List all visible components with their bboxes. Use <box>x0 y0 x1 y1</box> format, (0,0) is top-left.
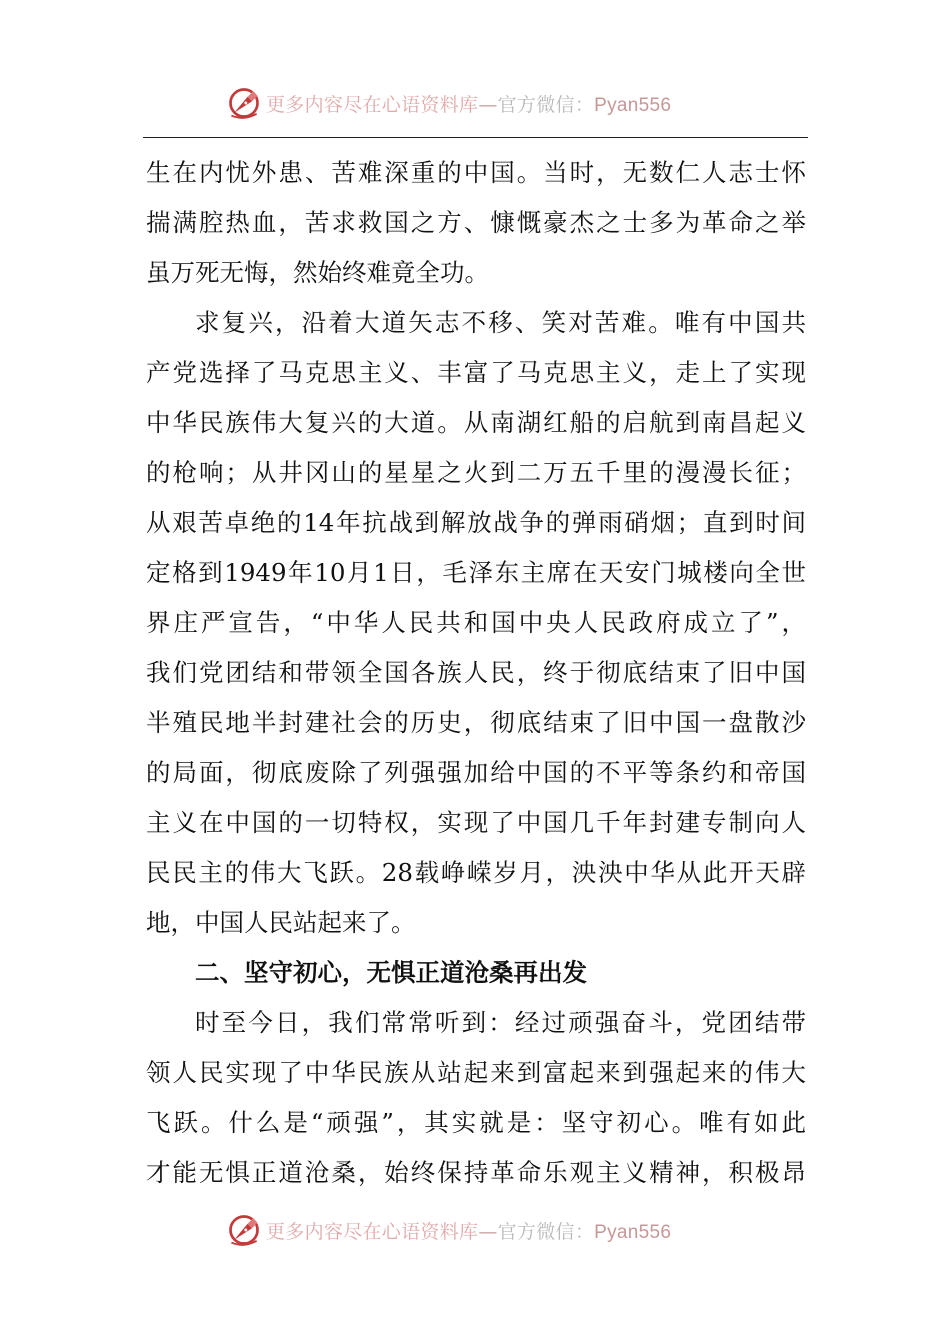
body-line: 飞跃。什么是“顽强”，其实就是：坚守初心。唯有如此 <box>146 1108 806 1137</box>
body-line: 主义在中国的一切特权，实现了中国几千年封建专制向人 <box>146 808 806 837</box>
body-line: 领人民实现了中华民族从站起来到富起来到强起来的伟大 <box>146 1058 806 1087</box>
header-banner-separator: — <box>478 93 498 116</box>
document-body <box>146 148 806 1198</box>
header-rule <box>143 137 808 138</box>
body-line: 虽万死无悔，然始终难竟全功。 <box>146 258 489 287</box>
footer-banner-separator: — <box>478 1220 498 1243</box>
body-line: 时至今日，我们常常听到：经过顽强奋斗，党团结带 <box>195 1008 806 1037</box>
section-heading: 二、坚守初心，无惧正道沧桑再出发 <box>195 958 587 987</box>
body-line: 地，中国人民站起来了。 <box>146 908 416 937</box>
footer-banner-wechat-id: Pyan556 <box>594 1221 672 1243</box>
pen-nib-logo-icon <box>226 85 262 121</box>
header-banner-main: 更多内容尽在心语资料库 <box>266 93 479 116</box>
body-line: 产党选择了马克思主义、丰富了马克思主义，走上了实现 <box>146 358 806 387</box>
body-line: 生在内忧外患、苦难深重的中国。当时，无数仁人志士怀 <box>146 158 806 187</box>
footer-banner-wechat-label: 官方微信： <box>497 1220 595 1243</box>
header-banner-text <box>266 90 671 117</box>
footer-banner <box>0 1205 950 1255</box>
pen-nib-logo-icon <box>226 1212 262 1248</box>
footer-banner-content <box>226 1205 671 1255</box>
body-line: 才能无惧正道沧桑，始终保持革命乐观主义精神，积极昂 <box>146 1158 806 1187</box>
body-line: 定格到1949年10月1日，毛泽东主席在天安门城楼向全世 <box>146 558 806 587</box>
body-line: 揣满腔热血，苦求救国之方、慷慨豪杰之士多为革命之举 <box>146 208 806 237</box>
body-line: 中华民族伟大复兴的大道。从南湖红船的启航到南昌起义 <box>146 408 806 437</box>
footer-banner-text <box>266 1217 671 1244</box>
footer-banner-main: 更多内容尽在心语资料库 <box>266 1220 479 1243</box>
body-line: 求复兴，沿着大道矢志不移、笑对苦难。唯有中国共 <box>195 308 806 337</box>
body-line: 民民主的伟大飞跃。28载峥嵘岁月，泱泱中华从此开天辟 <box>146 858 806 887</box>
header-banner-wechat-label: 官方微信： <box>497 93 595 116</box>
body-line: 的枪响；从井冈山的星星之火到二万五千里的漫漫长征； <box>146 458 806 487</box>
body-line: 的局面，彻底废除了列强强加给中国的不平等条约和帝国 <box>146 758 806 787</box>
header-banner-wechat-id: Pyan556 <box>594 94 672 116</box>
body-line: 界庄严宣告，“中华人民共和国中央人民政府成立了”， <box>146 608 806 637</box>
body-line: 半殖民地半封建社会的历史，彻底结束了旧中国一盘散沙 <box>146 708 806 737</box>
body-line: 我们党团结和带领全国各族人民，终于彻底结束了旧中国 <box>146 658 806 687</box>
header-banner-content <box>226 78 671 128</box>
header-banner <box>0 78 950 128</box>
body-line: 从艰苦卓绝的14年抗战到解放战争的弹雨硝烟；直到时间 <box>146 508 806 537</box>
